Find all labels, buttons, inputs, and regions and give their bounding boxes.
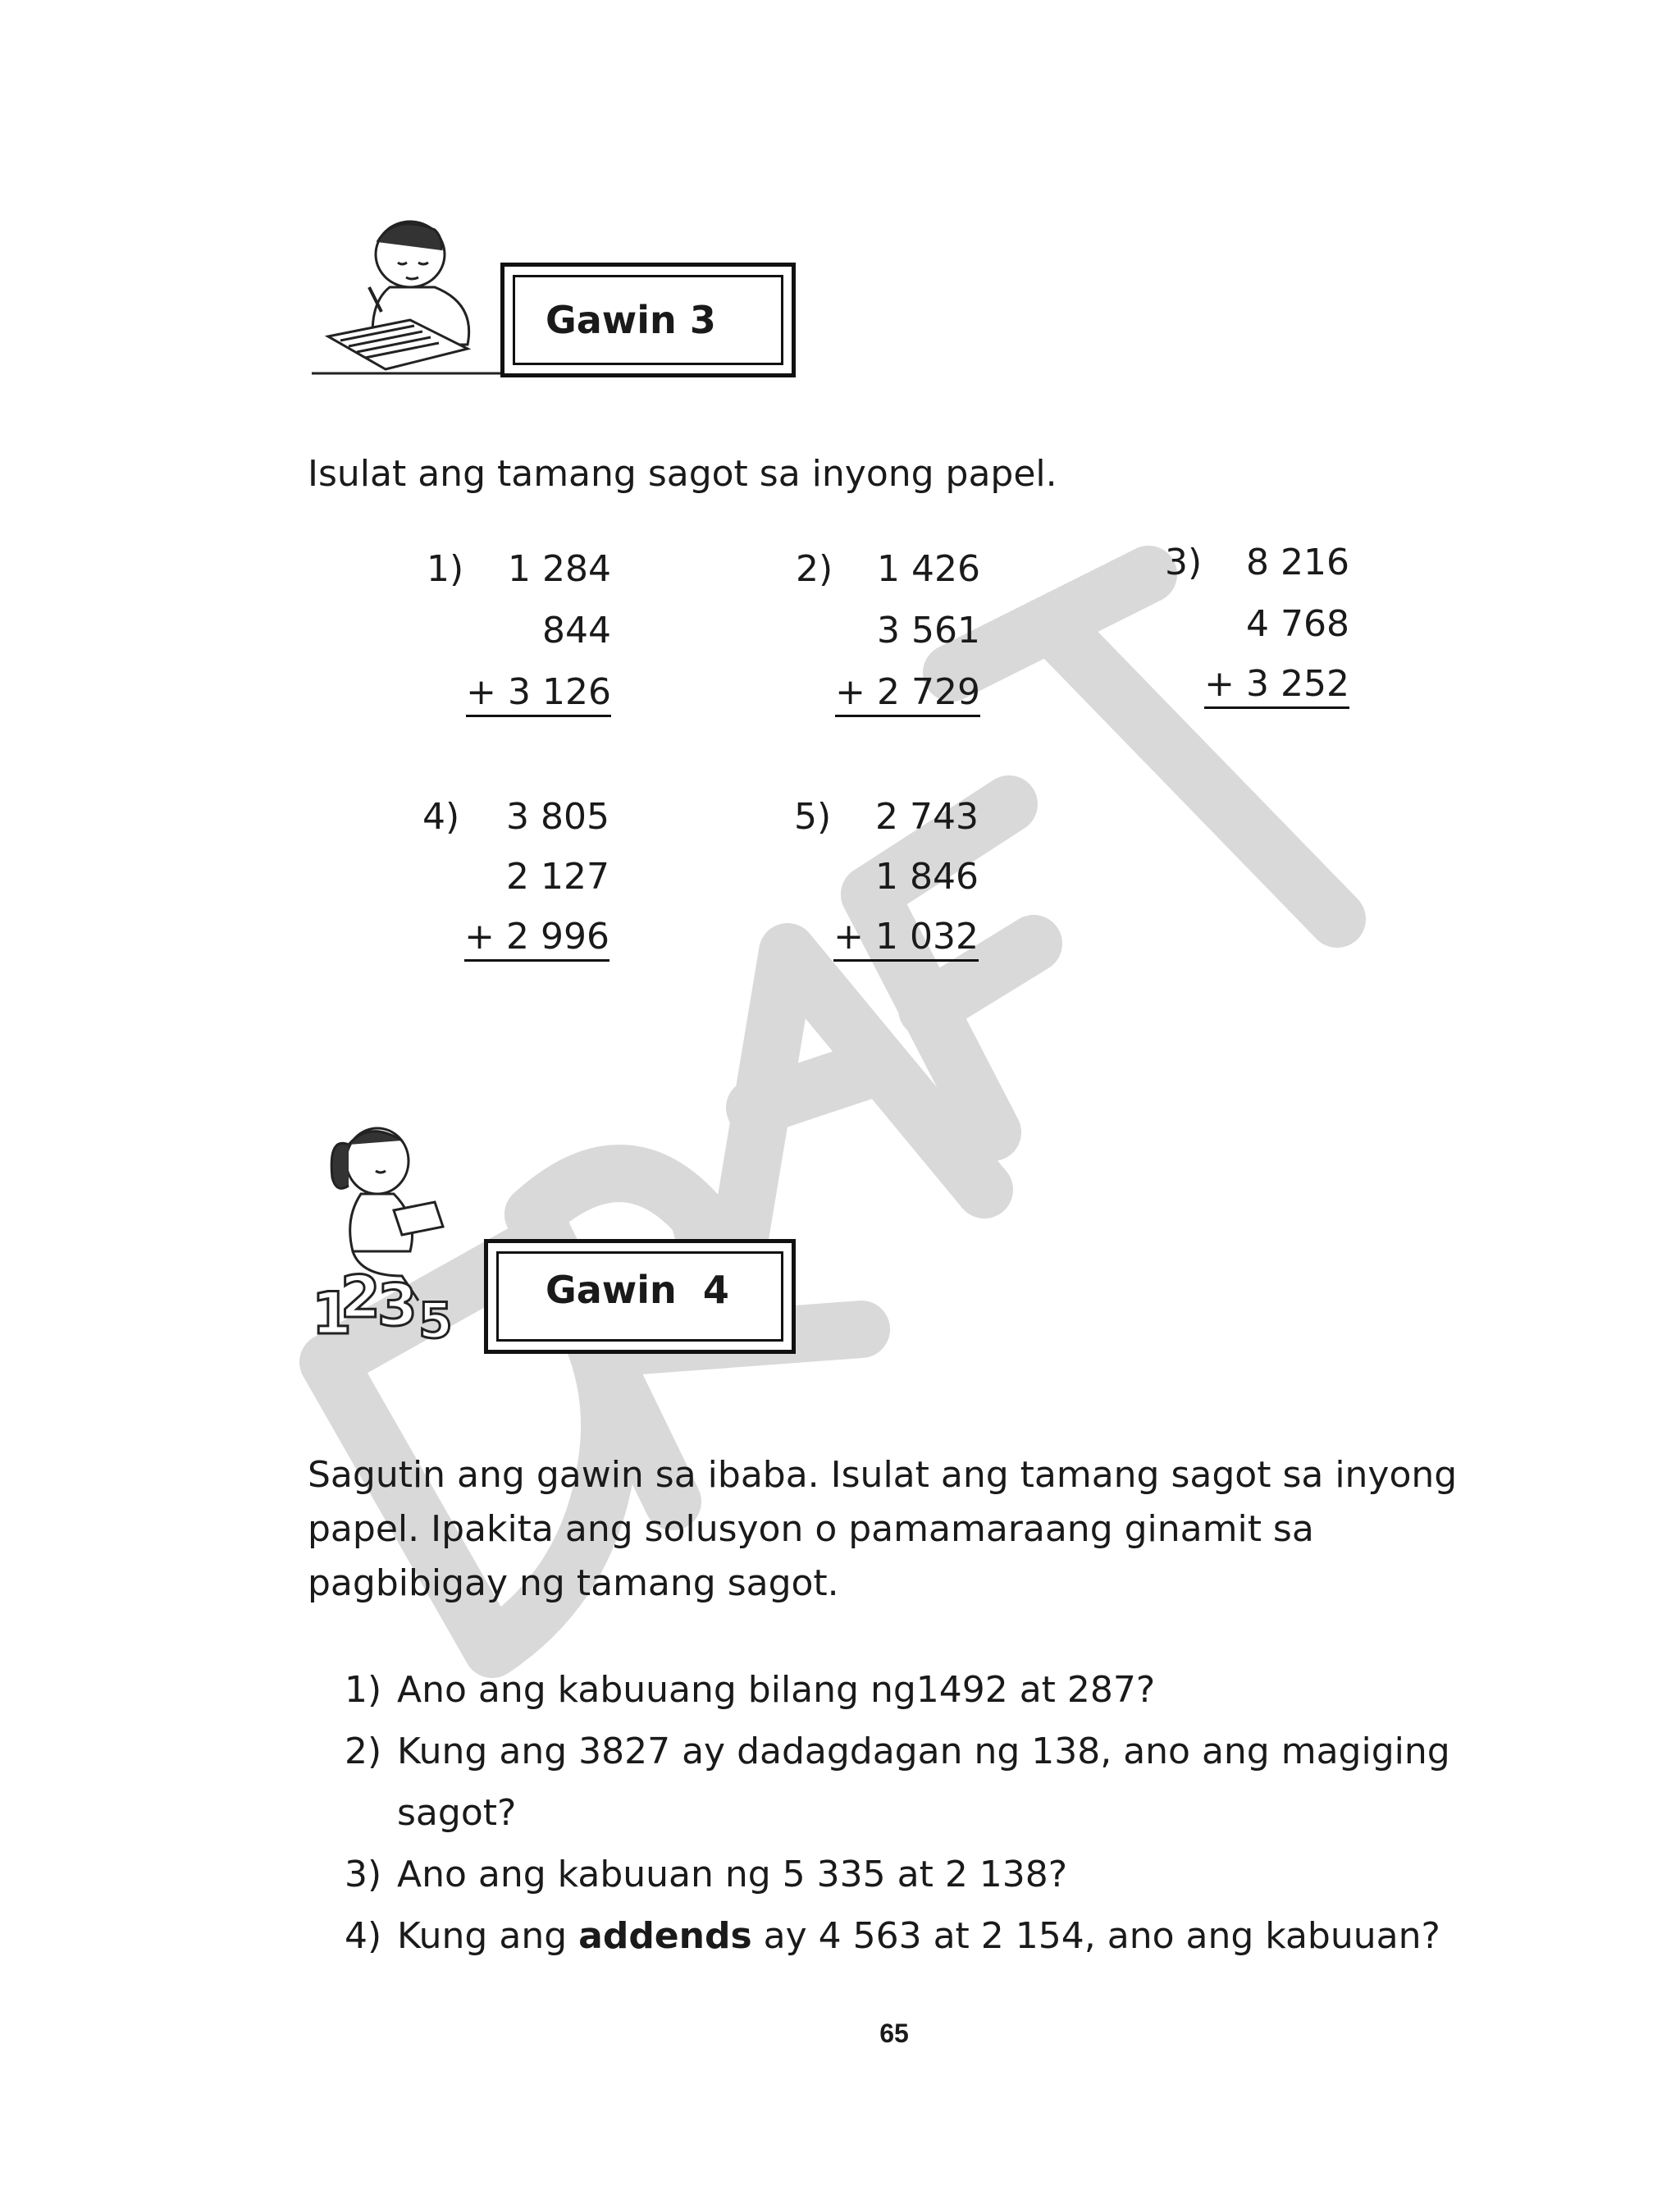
question-number: 2) <box>345 1731 382 1772</box>
question-bold-term: addends <box>578 1915 752 1957</box>
addend: 3 805 <box>506 796 609 838</box>
question-text: Kung ang 3827 ay dadagdagan ng 138, ano ang magiging sagot? <box>397 1731 1450 1834</box>
addend: 2 743 <box>875 796 979 838</box>
problem-number: 2) <box>796 548 833 590</box>
question-text: Ano ang kabuuan ng 5 335 at 2 138? <box>397 1854 1068 1895</box>
girl-with-numbers-illustration <box>312 1112 492 1342</box>
gawin-4-questions <box>345 1659 1542 1967</box>
addition-problem-2 <box>796 548 980 745</box>
svg-text:5: 5 <box>418 1292 453 1342</box>
problem-number: 5) <box>794 796 832 838</box>
addition-problem-3 <box>1165 542 1349 738</box>
problem-number: 4) <box>422 796 460 838</box>
problem-number: 3) <box>1165 542 1203 583</box>
addend: 1 426 <box>877 548 980 590</box>
addend-with-sum-line: + 1 032 <box>833 916 979 962</box>
addend: 1 284 <box>508 548 611 590</box>
problem-number: 1) <box>427 548 464 590</box>
gawin-4-header <box>484 1239 796 1354</box>
addend: 3 561 <box>877 610 980 652</box>
question-text-after: ay 4 563 at 2 154, ano ang kabuuan? <box>751 1915 1440 1957</box>
question-item <box>345 1721 1542 1844</box>
addend: 844 <box>542 610 611 652</box>
svg-text:3: 3 <box>377 1272 418 1339</box>
addend-with-sum-line: + 3 126 <box>466 671 611 717</box>
addend-with-sum-line: + 2 729 <box>835 671 980 717</box>
gawin-3-header <box>500 263 796 377</box>
question-item <box>345 1659 1542 1721</box>
addend: 2 127 <box>506 856 609 898</box>
question-number: 1) <box>345 1669 382 1711</box>
addend: 4 768 <box>1246 603 1349 645</box>
addend: 1 846 <box>875 856 979 898</box>
question-number: 3) <box>345 1854 382 1895</box>
question-text: Ano ang kabuuang bilang ng1492 at 287? <box>397 1669 1156 1711</box>
addition-problem-1 <box>427 548 611 745</box>
question-item <box>345 1905 1542 1967</box>
page-number: 65 <box>879 2019 909 2048</box>
gawin-4-title: Gawin 4 <box>546 1268 729 1312</box>
addend-with-sum-line: + 2 996 <box>464 916 609 962</box>
svg-text:1: 1 <box>312 1280 352 1342</box>
addition-problem-5 <box>794 796 979 993</box>
addend: 8 216 <box>1246 542 1349 583</box>
gawin-4-instruction: Sagutin ang gawin sa ibaba. Isulat ang tamang sagot sa inyong papel. Ipakita ang solusyon o pamamaraang ginamit sa pagbibigay ng tamang sagot. <box>308 1454 1458 1604</box>
question-item <box>345 1844 1542 1905</box>
svg-text:2: 2 <box>340 1264 381 1331</box>
question-number: 4) <box>345 1915 382 1957</box>
question-text-before: Kung ang <box>397 1915 579 1957</box>
addition-problem-4 <box>422 796 609 993</box>
boy-writing-illustration <box>312 205 509 386</box>
gawin-3-instruction: Isulat ang tamang sagot sa inyong papel. <box>308 453 1057 495</box>
gawin-3-title: Gawin 3 <box>546 298 716 342</box>
addend-with-sum-line: + 3 252 <box>1204 663 1349 709</box>
